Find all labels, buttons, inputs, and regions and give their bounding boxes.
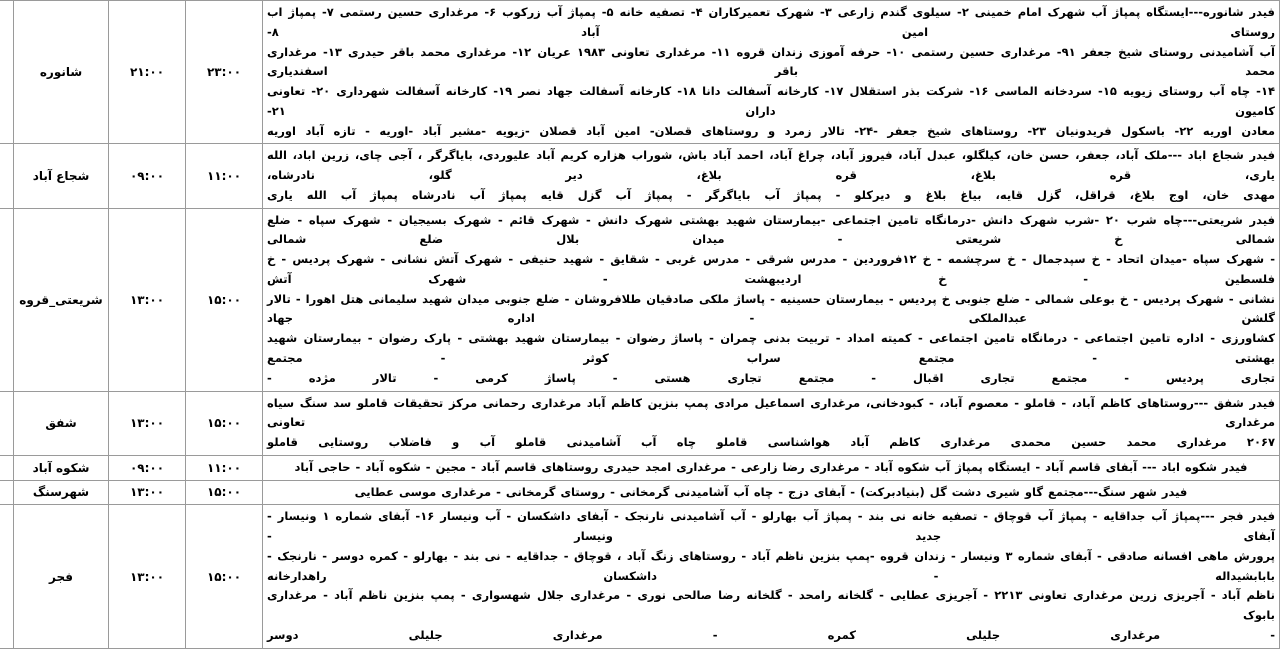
feeder-name-cell: شکوه آباد [14, 455, 109, 480]
outage-description-cell [263, 144, 1280, 208]
outage-description-cell [263, 505, 1280, 648]
city-name-cell [0, 505, 14, 648]
outage-description-cell [263, 391, 1280, 455]
feeder-name-cell: شانوره [14, 1, 109, 144]
start-time-cell: ۰۹:۰۰ [109, 144, 186, 208]
start-time-cell: ۱۳:۰۰ [109, 391, 186, 455]
feeder-name-cell: شفق [14, 391, 109, 455]
description-line: مهدی خان، اوج بلاغ، قراقل، گزل قایه، بیاغ بلاغ و دیرکلو - پمپاژ آب بایاگرگر - پمپاژ آب گزل قایه پمپاژ آب نادرشاه پمپاژ آب الله یاری [267, 187, 1275, 202]
outage-description-cell [263, 1, 1280, 144]
description-line: معادن اوریه ۲۲- باسکول فریدونیان ۲۳- روستاهای شیخ جعفر -۲۴- تالار زمرد و روستاهای قصلان- امین آباد قصلان -زیویه -مشیر آباد -اوریه - تازه آباد اوریه [267, 123, 1276, 138]
description-line: ۲۰۶۷ مرغداری محمد حسین محمدی مرغداری کاظم آباد هواشناسی قاملو چاه آب آشامیدنی قاملو آب و فاضلاب روستایی قاملو [267, 435, 1275, 450]
description-line: آب آشامیدنی روستای شیخ جعفر ۹۱- مرغداری حسین رستمی ۱۰- حرفه آموزی زندان قروه ۱۱- مرغداری تعاونی ۱۹۸۳ عریان ۱۲- مرغداری محمد باقر حیدری ۱۳- مرغداری محمد باقر اسفندیاری [267, 44, 1276, 79]
feeder-name-cell: شریعتی_قروه [14, 208, 109, 391]
city-name-cell [0, 455, 14, 480]
description-line: نشانی - شهرک پردیس - خ بوعلی شمالی - ضلع جنوبی خ پردیس - بیمارستان حسینیه - پاساژ ملکی صادقیان طلافروشان - ضلع جنوبی میدان شهید سلیمانی هتل اهورا - تالار گلشن عبدالملکی - اداره جهاد [267, 291, 1275, 326]
description-line: فیدر شفق ---روستاهای کاظم آباد، - قاملو - معصوم آباد، - کبودخانی، مرغداری اسماعیل مرادی پمپ بنزین کاظم آباد مرغداری رحمانی مرکز تحقیقات قاملو سد سنگ سیاه مرغداری تعاونی [267, 395, 1275, 430]
end-time-cell: ۱۱:۰۰ [186, 455, 263, 480]
outage-description-cell [263, 208, 1280, 391]
description-line: فیدر شهر سنگ---مجتمع گاو شیری دشت گل (بنیادبرکت) - آبفای دزج - چاه آب آشامیدنی گرمخانی - روستای گرمخانی - مرغداری موسی عطایی [354, 484, 1188, 499]
table-row [0, 1, 1280, 144]
end-time-cell: ۱۵:۰۰ [186, 391, 263, 455]
table-row [0, 505, 1280, 648]
start-time-cell: ۱۳:۰۰ [109, 208, 186, 391]
outage-description-cell [263, 480, 1280, 505]
end-time-cell: ۱۵:۰۰ [186, 208, 263, 391]
table-row [0, 144, 1280, 208]
city-name-cell [0, 144, 14, 208]
description-line: کشاورزی - اداره تامین اجتماعی - درمانگاه تامین اجتماعی - کمیته امداد - تربیت بدنی چمران - پاساژ رضوان - بیمارستان شهید بهشتی - پارک رضوان - بیمارستان شهید بهشتی - مجتمع سراب کوثر - مجتمع [267, 331, 1275, 366]
description-line: ناظم آباد - آجریزی زرین مرغداری تعاونی ۲۲۱۳ - آجریزی عطایی - گلخانه رامحد - گلخانه رضا صالحی نوری - مرغداری جلال شهسواری - پمپ بنزین ناظم آباد - مرغداری بابوک [267, 588, 1275, 623]
table-row [0, 480, 1280, 505]
end-time-cell: ۱۵:۰۰ [186, 505, 263, 648]
description-line: - مرغداری جلیلی کمره - مرغداری جلیلی دوسر [267, 627, 1275, 642]
feeder-name-cell: فجر [14, 505, 109, 648]
start-time-cell: ۱۳:۰۰ [109, 480, 186, 505]
description-line: فیدر فجر ---پمپاژ آب جداقایه - پمپاژ آب قوچاق - تصفیه خانه نی بند - پمپاژ آب بهارلو - آب آشامیدنی نارنجک - آبفای داشکسان - آب ونیسار ۱۶- آبفای شماره ۱ ونیسار - آبفای جدید ونیسار - [267, 509, 1275, 544]
description-line: فیدر شکوه اباد --- آبفای قاسم آباد - ایستگاه پمپاژ آب شکوه آباد - مرغداری رضا زارعی - مرغداری امجد حیدری روستاهای قاسم آباد - مجین - شکوه آباد - حاجی آباد [294, 459, 1248, 474]
description-line: فیدر شانوره---ایستگاه پمپاژ آب شهرک امام خمینی ۲- سیلوی گندم زارعی ۳- شهرک تعمیرکاران ۴- تصفیه خانه ۵- پمپاژ آب زرکوب ۶- مرغداری حسین رستمی ۷- پمپاژ اب روستای امین آباد ۸- [267, 5, 1275, 39]
table-row [0, 391, 1280, 455]
feeder-name-cell: شهرسنگ [14, 480, 109, 505]
city-name-cell [0, 391, 14, 455]
table-row [0, 208, 1280, 391]
end-time-cell: ۱۵:۰۰ [186, 480, 263, 505]
city-name-cell [0, 208, 14, 391]
outage-description-cell [263, 455, 1280, 480]
description-line: پرورش ماهی افسانه صادقی - آبفای شماره ۳ ونیسار - زندان قروه -پمپ بنزین ناظم آباد - روستاهای زنگ آباد ، قوچاق - جداقایه - نی بند - بهارلو - کمره دوسر - نارنجک - بابابشیداله - داشکسان راهدارخانه [267, 548, 1275, 583]
end-time-cell: ۲۳:۰۰ [186, 1, 263, 144]
description-line: - شهرک سپاه -میدان اتحاد - خ سپدجمال - خ سرچشمه - خ ۱۲فروردین - مدرس شرقی - مدرس غربی - شقایق - شهید حنیفی - شهرک آتش نشانی - شهرک پردیس - خ فلسطین - خ اردیبهشت - شهرک آتش [267, 252, 1275, 286]
description-line: فیدر شجاع اباد ---ملک آباد، جعفر، حسن خان، کیلگلو، عبدل آباد، فیروز آباد، چراغ آباد، احمد آباد باش، شوراب هزاره کریم آباد علیوردی، بایاگرگر ، آجی چای، زرین اباد، الله یاری، قره بلاغ، قره بلاغ، دیر گلو، نادرشاه، [267, 148, 1275, 183]
start-time-cell: ۲۱:۰۰ [109, 1, 186, 144]
description-line: ۱۴- چاه آب روستای زیویه ۱۵- سردخانه الماسی ۱۶- شرکت بذر استقلال ۱۷- کارخانه آسفالت دانا ۱۸- کارخانه آسفالت جهاد نصر ۱۹- کارخانه آسفالت شهرداری ۲۰- تعاونی کامیون داران ۲۱- [267, 84, 1275, 118]
start-time-cell: ۰۹:۰۰ [109, 455, 186, 480]
feeder-name-cell: شجاع آباد [14, 144, 109, 208]
start-time-cell: ۱۳:۰۰ [109, 505, 186, 648]
table-row [0, 455, 1280, 480]
outage-table-body [0, 1, 1280, 649]
end-time-cell: ۱۱:۰۰ [186, 144, 263, 208]
city-name-cell [0, 480, 14, 505]
description-line: فیدر شریعتی---چاه شرب ۲۰ -شرب شهرک دانش -درمانگاه تامین اجتماعی -بیمارستان شهید بهشتی شهرک دانش - شهرک قائم - شهرک بسیجیان - شهرک سپاه - ضلع شمالی خ شریعتی - میدان بلال ضلع شمالی [267, 212, 1275, 247]
description-line: تجاری پردیس - مجتمع تجاری اقبال - مجتمع تجاری هستی - پاساژ کرمی - تالار مژده - [267, 370, 1275, 385]
city-name-cell [0, 1, 14, 144]
